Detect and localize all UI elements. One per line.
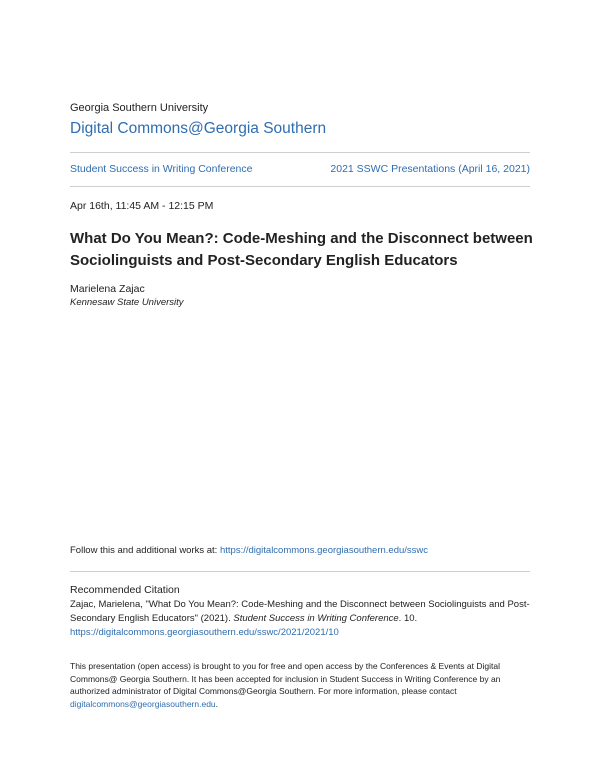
divider-nav <box>70 186 530 187</box>
session-datetime: Apr 16th, 11:45 AM - 12:15 PM <box>70 200 214 212</box>
repository-link[interactable]: Digital Commons@Georgia Southern <box>70 120 327 137</box>
notice-end: . <box>215 698 219 709</box>
citation-link[interactable]: https://digitalcommons.georgiasouthern.edu/sswc/2021/2021/10 <box>70 627 339 638</box>
citation-venue: Student Success in Writing Conference <box>233 613 399 624</box>
follow-line <box>70 545 428 556</box>
divider-citation <box>70 571 530 572</box>
author-affiliation: Kennesaw State University <box>70 297 184 308</box>
access-notice <box>70 660 540 710</box>
citation-body <box>70 598 540 640</box>
divider-top <box>70 152 530 153</box>
university-name: Georgia Southern University <box>70 102 209 114</box>
citation-heading: Recommended Citation <box>70 584 180 596</box>
citation-lead: Zajac, Marielena, "What Do You Mean?: Code-Meshing and the Disconnect between Sociolinguists and Post-Secondary English Educators" (2021). <box>70 599 530 624</box>
author-name: Marielena Zajac <box>70 283 145 295</box>
conference-link[interactable]: Student Success in Writing Conference <box>70 163 253 175</box>
collection-link[interactable]: 2021 SSWC Presentations (April 16, 2021) <box>330 163 530 175</box>
contact-email-link[interactable]: digitalcommons@georgiasouthern.edu <box>70 698 216 709</box>
paper-title: What Do You Mean?: Code-Meshing and the Disconnect between Sociolinguists and Post-Secondary English Educators <box>70 230 533 269</box>
follow-link[interactable]: https://digitalcommons.georgiasouthern.edu/sswc <box>219 545 429 556</box>
citation-number: . 10. <box>398 613 418 624</box>
notice-text: This presentation (open access) is brought to you for free and open access by the Conferences & Events at Digital Commons@ Georgia Southern. It has been accepted for inclusion in Student Success in Writing Conference by an authorized administrator of Digital Commons@Georgia Southern. For more information, please contact <box>70 661 501 696</box>
follow-text: Follow this and additional works at: <box>70 545 220 556</box>
